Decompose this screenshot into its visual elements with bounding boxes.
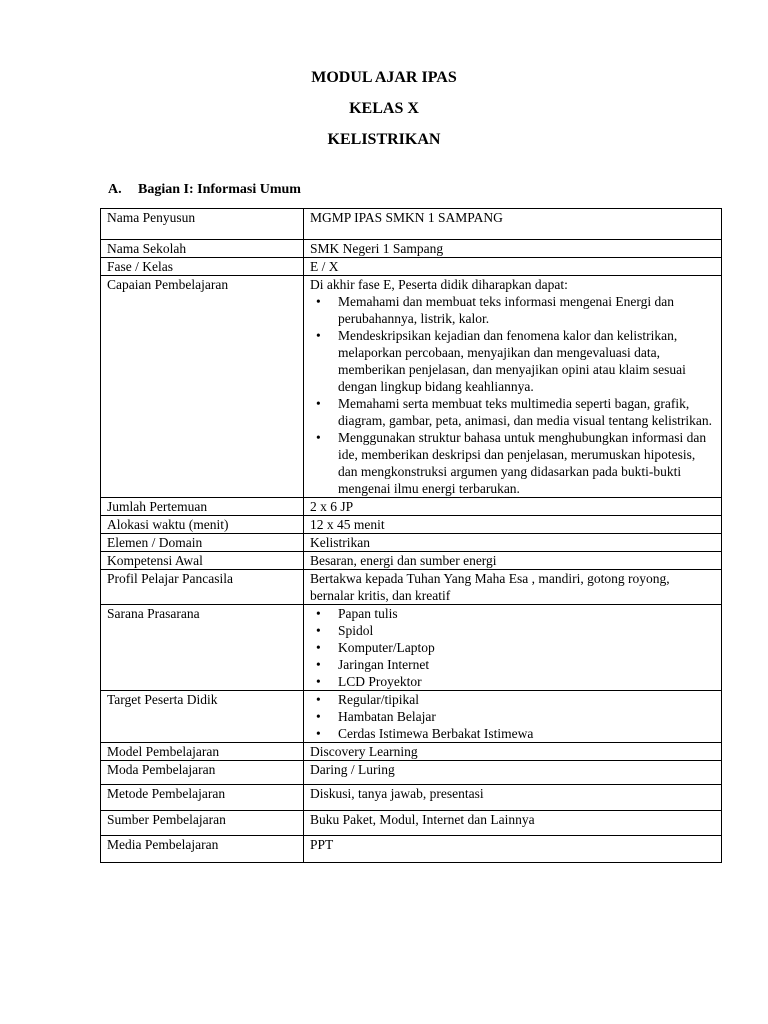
row-key: Kompetensi Awal bbox=[101, 552, 304, 570]
row-value: Buku Paket, Modul, Internet dan Lainnya bbox=[304, 811, 722, 836]
doc-class: KELAS X bbox=[349, 100, 419, 117]
row-key: Elemen / Domain bbox=[101, 534, 304, 552]
row-key: Metode Pembelajaran bbox=[101, 785, 304, 811]
table-row bbox=[101, 605, 722, 691]
list-item: • Memahami serta membuat teks multimedia seperti bagan, grafik, diagram, gambar, peta, animasi, dan media visual tentang kelistrikan. bbox=[338, 395, 715, 429]
list-item: • LCD Proyektor bbox=[338, 673, 715, 690]
row-value bbox=[304, 276, 722, 498]
row-key: Target Peserta Didik bbox=[101, 691, 304, 743]
table-row bbox=[101, 836, 722, 863]
list-item: • Memahami dan membuat teks informasi mengenai Energi dan perubahannya, listrik, kalor. bbox=[338, 293, 715, 327]
row-value: PPT bbox=[304, 836, 722, 863]
list-item: • Mendeskripsikan kejadian dan fenomena kalor dan kelistrikan, melaporkan percobaan, menyajikan dan mengevaluasi data, memberikan penjelasan, dan menyajikan opini atau klaim sesuai dengan lingkup bidang keahliannya. bbox=[338, 327, 715, 395]
capaian-list bbox=[310, 293, 715, 497]
row-value: E / X bbox=[304, 258, 722, 276]
table-row bbox=[101, 240, 722, 258]
list-item: • Regular/tipikal bbox=[338, 691, 715, 708]
row-key: Nama Penyusun bbox=[101, 209, 304, 240]
row-key: Moda Pembelajaran bbox=[101, 761, 304, 785]
row-key: Jumlah Pertemuan bbox=[101, 498, 304, 516]
capaian-intro: Di akhir fase E, Peserta didik diharapkan dapat: bbox=[310, 277, 568, 292]
list-item: • Jaringan Internet bbox=[338, 656, 715, 673]
row-value: Daring / Luring bbox=[304, 761, 722, 785]
table-row bbox=[101, 785, 722, 811]
table-row bbox=[101, 761, 722, 785]
row-value: SMK Negeri 1 Sampang bbox=[304, 240, 722, 258]
row-key: Sarana Prasarana bbox=[101, 605, 304, 691]
table-row bbox=[101, 209, 722, 240]
row-key: Media Pembelajaran bbox=[101, 836, 304, 863]
table-row bbox=[101, 258, 722, 276]
row-key: Profil Pelajar Pancasila bbox=[101, 570, 304, 605]
row-key: Sumber Pembelajaran bbox=[101, 811, 304, 836]
row-key: Alokasi waktu (menit) bbox=[101, 516, 304, 534]
doc-topic: KELISTRIKAN bbox=[327, 131, 441, 148]
list-item: • Papan tulis bbox=[338, 605, 715, 622]
list-item: • Spidol bbox=[338, 622, 715, 639]
table-row bbox=[101, 552, 722, 570]
table-row bbox=[101, 743, 722, 761]
row-key: Nama Sekolah bbox=[101, 240, 304, 258]
row-value: MGMP IPAS SMKN 1 SAMPANG bbox=[304, 209, 722, 240]
sarana-list bbox=[310, 605, 715, 690]
section-title: Bagian I: Informasi Umum bbox=[138, 182, 301, 197]
row-key: Model Pembelajaran bbox=[101, 743, 304, 761]
table-row bbox=[101, 811, 722, 836]
list-item: • Hambatan Belajar bbox=[338, 708, 715, 725]
row-value: 2 x 6 JP bbox=[304, 498, 722, 516]
row-value: Bertakwa kepada Tuhan Yang Maha Esa , mandiri, gotong royong, bernalar kritis, dan kreatif bbox=[304, 570, 722, 605]
row-value: Discovery Learning bbox=[304, 743, 722, 761]
table-row bbox=[101, 534, 722, 552]
row-value: Kelistrikan bbox=[304, 534, 722, 552]
row-value: Diskusi, tanya jawab, presentasi bbox=[304, 785, 722, 811]
row-key: Fase / Kelas bbox=[101, 258, 304, 276]
list-item: • Menggunakan struktur bahasa untuk menghubungkan informasi dan ide, memberikan deskripsi dan penjelasan, merumuskan hipotesis, dan mengkonstruksi argumen yang didasarkan pada bukti-bukti mengenai ilmu energi terbarukan. bbox=[338, 429, 715, 497]
doc-title: MODUL AJAR IPAS bbox=[311, 69, 457, 86]
target-list bbox=[310, 691, 715, 742]
table-row bbox=[101, 498, 722, 516]
list-item: • Cerdas Istimewa Berbakat Istimewa bbox=[338, 725, 715, 742]
table-row bbox=[101, 276, 722, 498]
row-value: 12 x 45 menit bbox=[304, 516, 722, 534]
row-value bbox=[304, 605, 722, 691]
list-item: • Komputer/Laptop bbox=[338, 639, 715, 656]
info-table bbox=[100, 208, 722, 863]
row-value: Besaran, energi dan sumber energi bbox=[304, 552, 722, 570]
row-value bbox=[304, 691, 722, 743]
section-marker: A. bbox=[108, 182, 122, 197]
table-row bbox=[101, 516, 722, 534]
row-key: Capaian Pembelajaran bbox=[101, 276, 304, 498]
document-title-block bbox=[0, 68, 768, 161]
table-row bbox=[101, 570, 722, 605]
table-row bbox=[101, 691, 722, 743]
section-heading bbox=[108, 182, 301, 198]
